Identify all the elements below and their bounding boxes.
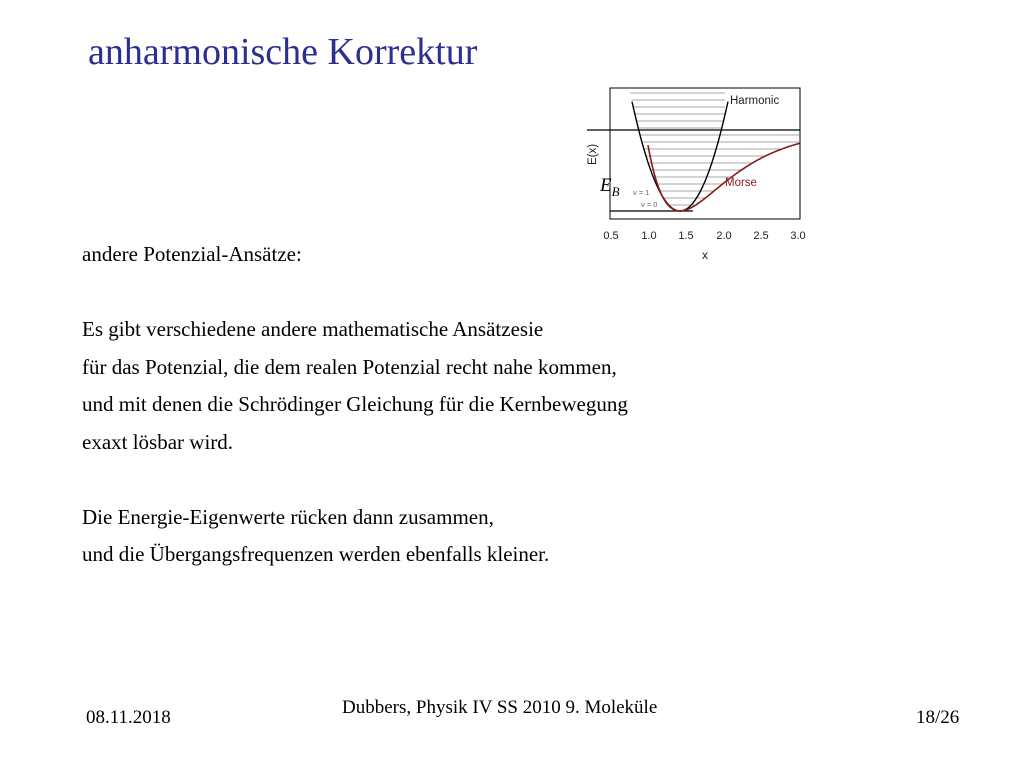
x-tick-label: 1.0 — [641, 230, 657, 242]
body-line: Es gibt verschiedene andere mathematische Ansätzesie — [82, 317, 544, 341]
footer-date: 08.11.2018 — [86, 707, 171, 728]
x-tick-label: 2.5 — [753, 230, 769, 242]
energy-levels — [630, 93, 799, 205]
x-tick-label: 2.0 — [716, 230, 732, 242]
slide-body — [82, 236, 842, 574]
x-tick-label: 1.5 — [678, 230, 694, 242]
v0-label: v = 0 — [641, 200, 658, 209]
x-tick-label: 0.5 — [603, 230, 619, 242]
y-axis-label: E(x) — [587, 143, 599, 165]
slide-title: anharmonische Korrektur — [88, 31, 478, 73]
body-line: Die Energie-Eigenwerte rücken dann zusammen, — [82, 504, 494, 529]
eb-label: $E_B$ — [600, 175, 620, 199]
body-line: und die Übergangsfrequenzen werden ebenfalls kleiner. — [82, 542, 550, 566]
blank-line — [82, 274, 842, 312]
page-number: 18/26 — [916, 707, 960, 728]
harmonic-label: Harmonic — [730, 95, 780, 107]
body-line: andere Potenzial-Ansätze: — [82, 242, 302, 266]
x-axis-label: x — [702, 248, 708, 262]
x-tick-label: 3.0 — [790, 230, 806, 242]
body-line: exaxt lösbar wird. — [82, 429, 234, 454]
body-line: und mit denen die Schrödinger Gleichung für die Kernbewegung — [82, 392, 628, 416]
blank-line — [82, 461, 842, 499]
body-line: für das Potenzial, die dem realen Potenzial recht nahe kommen, — [82, 354, 617, 379]
eb-subscript: B — [611, 184, 620, 199]
morse-label: Morse — [725, 177, 757, 189]
footer-source: Dubbers, Physik IV SS 2010 9. Moleküle — [342, 697, 658, 718]
v1-label: v = 1 — [633, 188, 650, 197]
